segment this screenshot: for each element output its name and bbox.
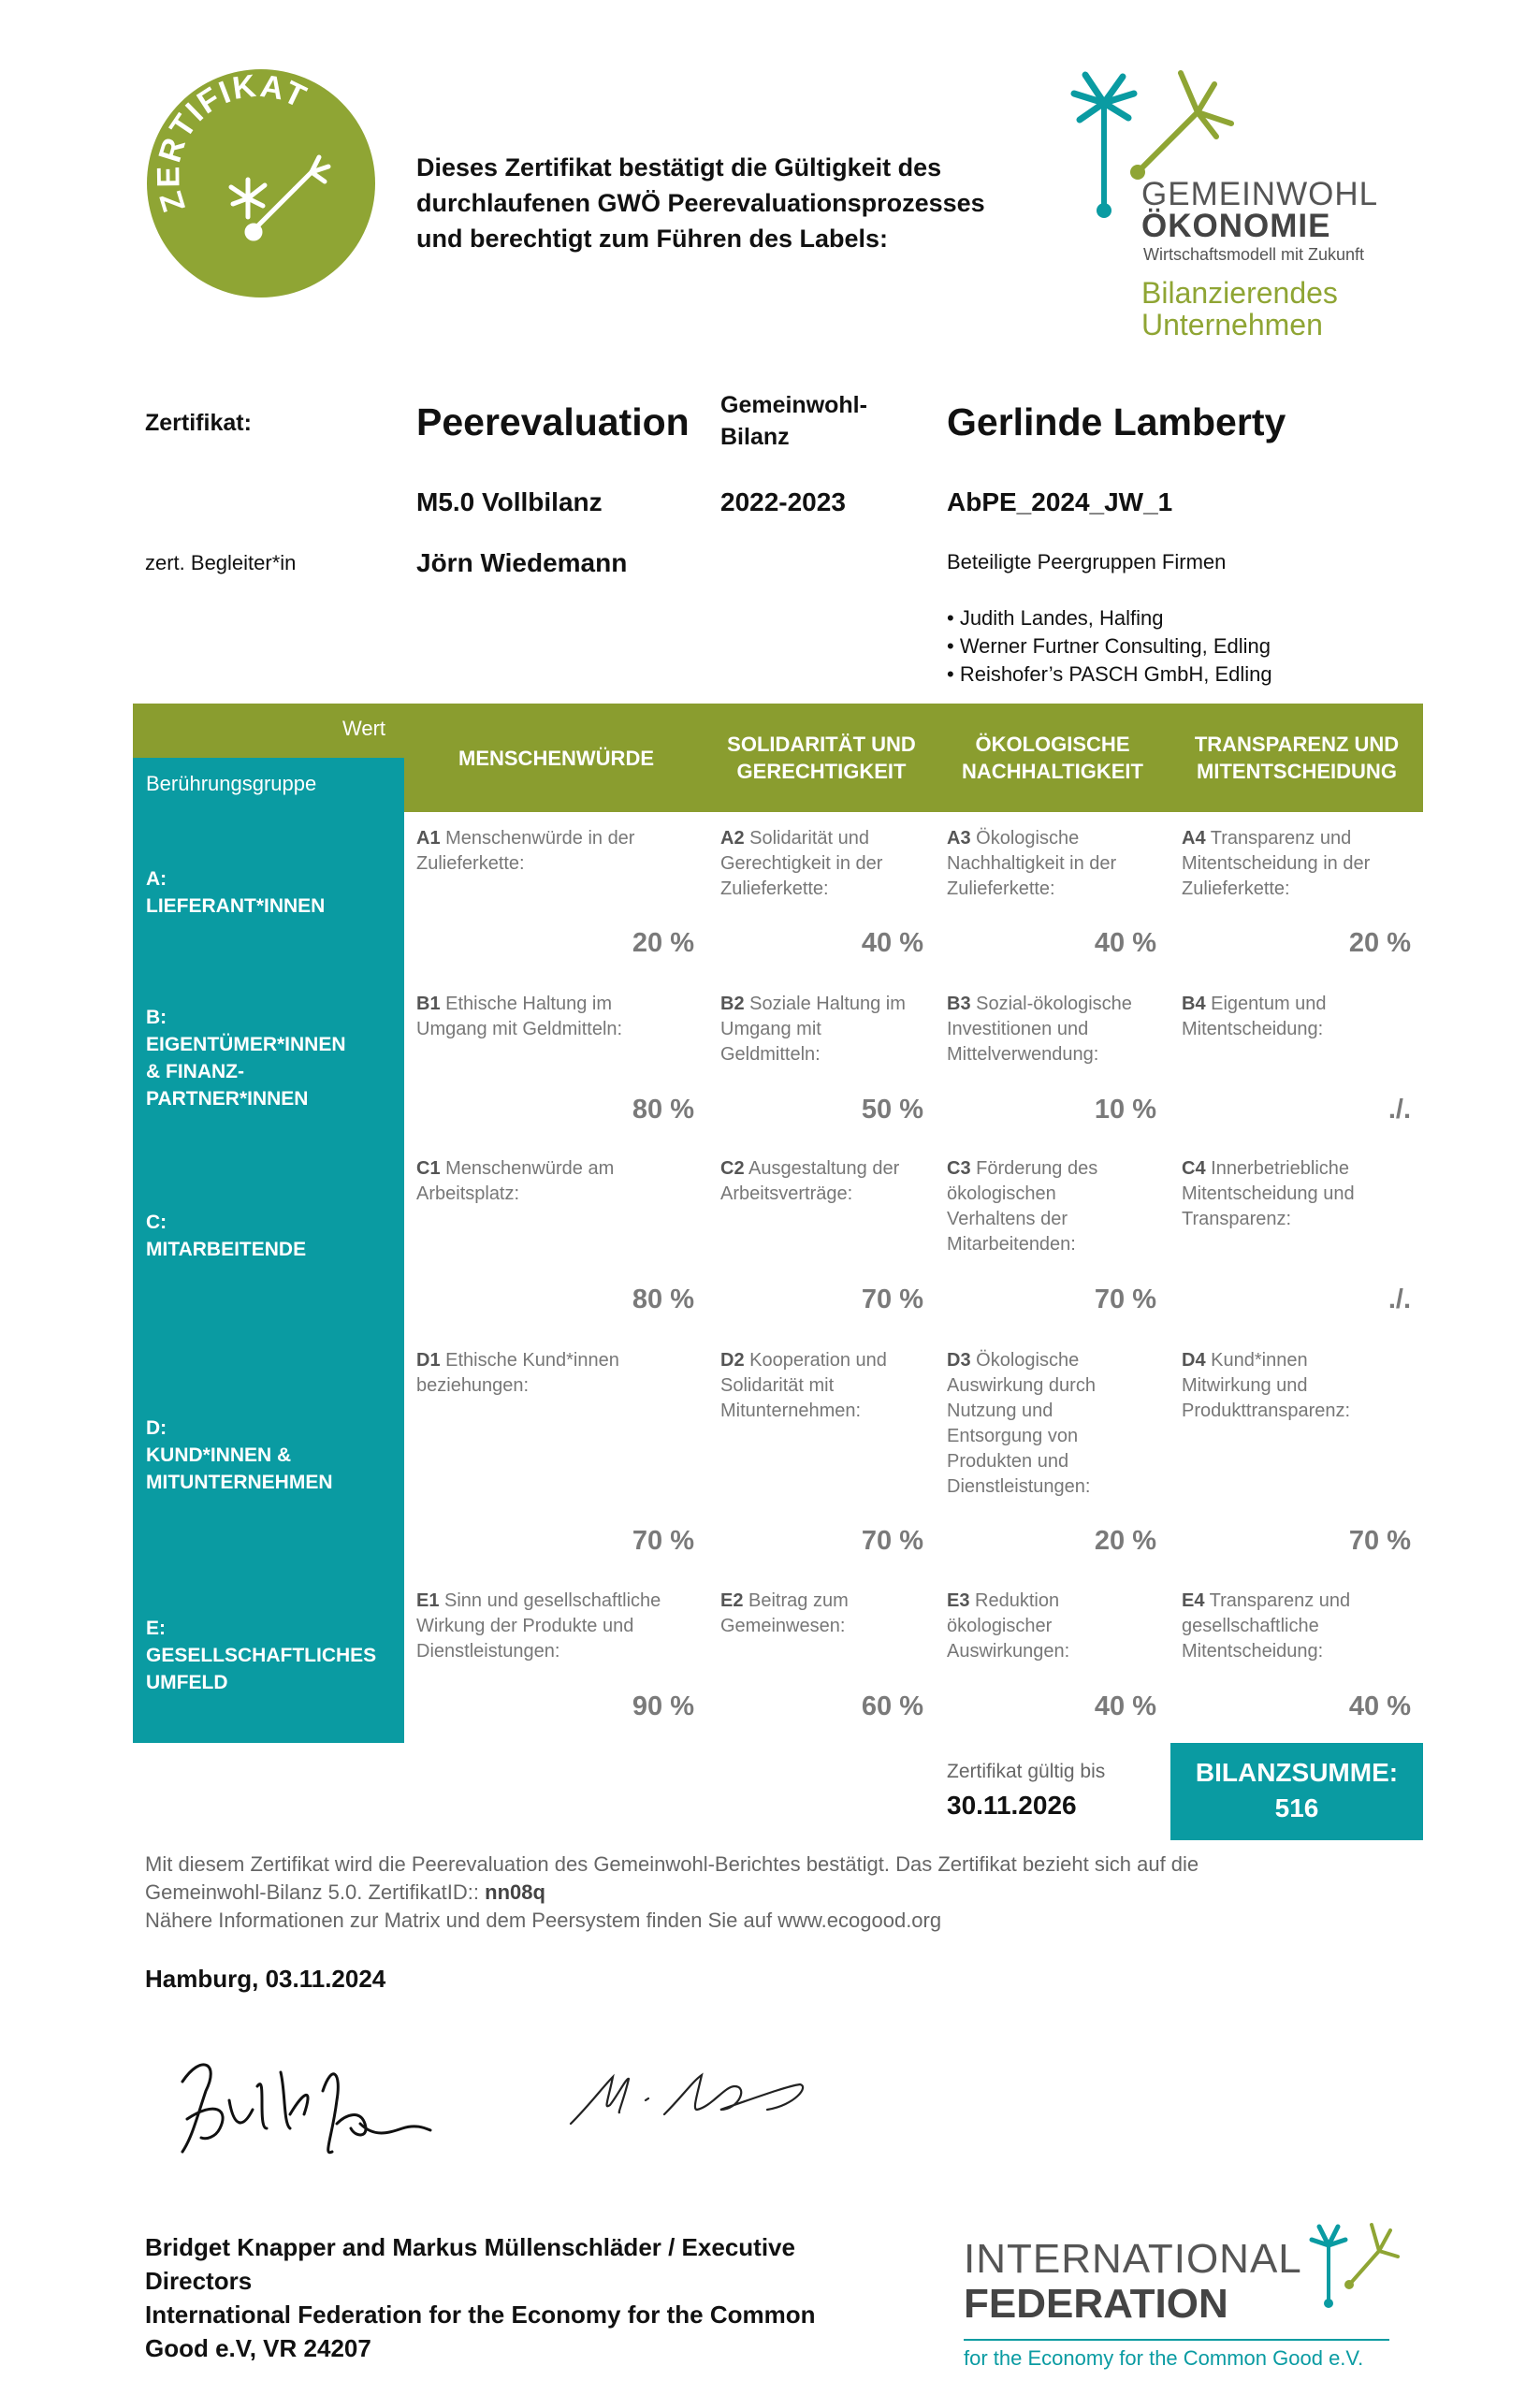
row-label-line: C: — [146, 1212, 167, 1233]
cell-code: B2 — [720, 994, 745, 1014]
federation-line-1: INTERNATIONAL — [964, 2236, 1302, 2282]
row-label-line: B: — [146, 1007, 167, 1028]
logo-line-1: GEMEINWOHL — [1141, 176, 1379, 212]
row-label-line: PARTNER*INNEN — [146, 1088, 309, 1110]
matrix-value-c1: 80 % — [632, 1285, 694, 1314]
cell-text-line: D2 Kooperation und — [720, 1350, 887, 1371]
cell-text-line: A4 Transparenz und — [1182, 828, 1352, 849]
signature-image-right — [561, 2058, 823, 2133]
matrix-cell-d1 — [416, 1348, 619, 1399]
matrix-value-d3: 20 % — [1094, 1526, 1156, 1556]
cell-code: A3 — [947, 828, 971, 849]
column-header-line: GERECHTIGKEIT — [736, 760, 907, 783]
matrix-cell-b1 — [416, 992, 622, 1042]
signatory-line: Directors — [145, 2267, 253, 2295]
cell-text-line: Nutzung und — [947, 1401, 1053, 1421]
cell-text-line: gesellschaftliche — [1182, 1616, 1319, 1636]
group-label: Berührungsgruppe — [146, 772, 317, 795]
note-line-2-text: Gemeinwohl-Bilanz 5.0. ZertifikatID:: — [145, 1880, 486, 1904]
row-label-c — [146, 1209, 306, 1263]
matrix-value-b2: 50 % — [861, 1095, 923, 1125]
intro-line-2: durchlaufenen GWÖ Peerevaluationsprozesses — [416, 189, 985, 217]
cell-text-line: Zulieferkette: — [720, 878, 829, 899]
row-label-line: KUND*INNEN & — [146, 1444, 292, 1466]
matrix-cell-a2 — [720, 826, 882, 902]
matrix-cell-e1 — [416, 1589, 661, 1664]
matrix-value-b1: 80 % — [632, 1095, 694, 1125]
cell-text-line: Entsorgung von — [947, 1426, 1079, 1446]
cell-text-line: A2 Solidarität und — [720, 828, 869, 849]
signatory-line: International Federation for the Economy for the Common — [145, 2301, 816, 2329]
cell-code: C3 — [947, 1158, 971, 1179]
column-header-line: NACHHALTIGKEIT — [962, 760, 1143, 783]
matrix-value-a4: 20 % — [1348, 928, 1411, 958]
cell-code: E2 — [720, 1590, 744, 1611]
cell-text-line: A3 Ökologische — [947, 828, 1080, 849]
cell-text-line: Dienstleistungen: — [416, 1641, 560, 1662]
federation-line-3: for the Economy for the Common Good e.V. — [964, 2346, 1364, 2370]
certificate-type: Peerevaluation — [416, 400, 690, 443]
cell-text-line: Umgang mit — [720, 1019, 821, 1039]
cell-text-line: Mittelverwendung: — [947, 1044, 1099, 1065]
column-header-line: ÖKOLOGISCHE — [975, 733, 1130, 756]
gwoe-logo — [1067, 65, 1422, 346]
cell-text-line: B1 Ethische Haltung im — [416, 994, 612, 1014]
row-label-line: MITARBEITENDE — [146, 1239, 307, 1260]
matrix-cell-c2 — [720, 1156, 899, 1207]
cell-code: D3 — [947, 1350, 971, 1371]
note-line-2 — [145, 1879, 1399, 1907]
validity-label: Zertifikat gültig bis — [947, 1761, 1106, 1782]
row-label-a — [146, 865, 325, 920]
signatory-line: Good e.V, VR 24207 — [145, 2334, 371, 2362]
cell-code: D2 — [720, 1350, 745, 1371]
intro-text — [416, 150, 1053, 256]
cell-text-line: D3 Ökologische — [947, 1350, 1080, 1371]
cell-text-line: Mitarbeitenden: — [947, 1234, 1076, 1255]
federation-logo — [964, 2217, 1431, 2381]
cell-code: B4 — [1182, 994, 1206, 1014]
begleiter-label: zert. Begleiter*in — [145, 551, 297, 574]
cell-text-line: B4 Eigentum und — [1182, 994, 1327, 1014]
cell-text-line: D1 Ethische Kund*innen — [416, 1350, 619, 1371]
matrix-cell-e2 — [720, 1589, 849, 1639]
cell-code: C4 — [1182, 1158, 1206, 1179]
signatories — [145, 2230, 912, 2365]
row-label-line: EIGENTÜMER*INNEN — [146, 1034, 346, 1055]
matrix-value-a1: 20 % — [632, 928, 694, 958]
cell-text-line: Gerechtigkeit in der — [720, 853, 883, 874]
dandelion-icon — [1308, 2217, 1402, 2311]
federation-line-2: FEDERATION — [964, 2281, 1228, 2327]
matrix-value-c2: 70 % — [861, 1285, 923, 1314]
logo-line-2: ÖKONOMIE — [1141, 208, 1331, 244]
matrix-value-e3: 40 % — [1094, 1691, 1156, 1721]
place-date: Hamburg, 03.11.2024 — [145, 1965, 386, 1993]
matrix-value-c4: ./. — [1387, 1285, 1411, 1314]
signatory-line: Bridget Knapper and Markus Müllenschläder / Executive — [145, 2233, 795, 2261]
cell-text-line: C2 Ausgestaltung der — [720, 1158, 900, 1179]
zertifikat-label: Zertifikat: — [145, 410, 252, 436]
total-box — [1170, 1743, 1423, 1840]
cell-text-line: Gemeinwesen: — [720, 1616, 846, 1636]
row-label-line: GESELLSCHAFTLICHES — [146, 1645, 377, 1666]
cell-text-line: Umgang mit Geldmitteln: — [416, 1019, 623, 1039]
cell-text-line: Produkttransparenz: — [1182, 1401, 1351, 1421]
cell-code: E4 — [1182, 1590, 1205, 1611]
matrix-value-d4: 70 % — [1348, 1526, 1411, 1556]
row-label-column — [133, 812, 404, 1743]
cell-text-line: E2 Beitrag zum — [720, 1590, 849, 1611]
cell-text-line: E4 Transparenz und — [1182, 1590, 1351, 1611]
certificate-note — [145, 1851, 1399, 1935]
cell-text-line: Produkten und — [947, 1451, 1069, 1472]
cell-text-line: Mitentscheidung und — [1182, 1183, 1355, 1204]
cell-text-line: Wirkung der Produkte und — [416, 1616, 634, 1636]
column-header-line: TRANSPARENZ UND — [1194, 733, 1400, 756]
company-name: Gerlinde Lamberty — [947, 400, 1286, 443]
zertifikat-badge — [145, 67, 377, 299]
cell-code: A4 — [1182, 828, 1206, 849]
matrix-value-c3: 70 % — [1094, 1285, 1156, 1314]
cell-code: B1 — [416, 994, 441, 1014]
version: M5.0 Vollbilanz — [416, 487, 603, 516]
cell-code: A1 — [416, 828, 441, 849]
cell-text-line: Solidarität mit — [720, 1375, 835, 1396]
cell-text-line: Mitunternehmen: — [720, 1401, 862, 1421]
matrix-cell-c3 — [947, 1156, 1097, 1257]
column-header — [404, 704, 708, 812]
matrix-cell-e4 — [1182, 1589, 1350, 1664]
cell-code: C2 — [720, 1158, 745, 1179]
row-label-e — [146, 1615, 376, 1696]
matrix-value-e2: 60 % — [861, 1691, 923, 1721]
cell-text-line: Geldmitteln: — [720, 1044, 821, 1065]
total-label: BILANZSUMME: — [1195, 1758, 1399, 1787]
matrix-value-b4: ./. — [1387, 1095, 1411, 1125]
cell-text-line: Auswirkungen: — [947, 1641, 1070, 1662]
begleiter-name: Jörn Wiedemann — [416, 548, 628, 577]
row-label-line: & FINANZ- — [146, 1061, 244, 1082]
validity-date: 30.11.2026 — [947, 1791, 1077, 1820]
intro-line-3: und berechtigt zum Führen des Labels: — [416, 225, 889, 253]
column-header-line: SOLIDARITÄT UND — [727, 733, 916, 756]
cell-text-line: C4 Innerbetriebliche — [1182, 1158, 1350, 1179]
matrix-value-e4: 40 % — [1348, 1691, 1411, 1721]
total-value: 516 — [1274, 1793, 1319, 1822]
cell-code: D1 — [416, 1350, 441, 1371]
cell-text-line: E1 Sinn und gesellschaftliche — [416, 1590, 661, 1611]
matrix-cell-a3 — [947, 826, 1116, 902]
cell-text-line: E3 Reduktion — [947, 1590, 1060, 1611]
cell-text-line: D4 Kund*innen — [1182, 1350, 1308, 1371]
cell-code: B3 — [947, 994, 971, 1014]
cell-text-line: ökologischen — [947, 1183, 1056, 1204]
column-header-line: MITENTSCHEIDUNG — [1197, 760, 1397, 783]
intro-line-1: Dieses Zertifikat bestätigt die Gültigkeit des — [416, 153, 942, 181]
certificate-short-id: nn08q — [485, 1880, 545, 1904]
matrix-value-d1: 70 % — [632, 1526, 694, 1556]
row-label-d — [146, 1415, 333, 1496]
column-header-line: MENSCHENWÜRDE — [458, 746, 654, 770]
cell-text-line: Arbeitsverträge: — [720, 1183, 853, 1204]
matrix-cell-e3 — [947, 1589, 1069, 1664]
federation-divider — [964, 2339, 1389, 2341]
cell-code: D4 — [1182, 1350, 1206, 1371]
matrix-cell-d2 — [720, 1348, 887, 1424]
cell-code: E3 — [947, 1590, 970, 1611]
matrix-value-a3: 40 % — [1094, 928, 1156, 958]
bilanz-label — [720, 389, 908, 453]
row-label-line: LIEFERANT*INNEN — [146, 895, 326, 917]
cell-text-line: A1 Menschenwürde in der — [416, 828, 635, 849]
matrix-cell-b4 — [1182, 992, 1327, 1042]
peer-item: • Werner Furtner Consulting, Edling — [947, 634, 1271, 658]
cell-text-line: Arbeitsplatz: — [416, 1183, 520, 1204]
peer-label: Beteiligte Peergruppen Firmen — [947, 550, 1227, 573]
row-label-b — [146, 1004, 346, 1112]
cell-code: A2 — [720, 828, 745, 849]
matrix-value-e1: 90 % — [632, 1691, 694, 1721]
cell-text-line: Zulieferkette: — [1182, 878, 1290, 899]
matrix-cell-a1 — [416, 826, 634, 877]
matrix-cell-c1 — [416, 1156, 614, 1207]
cell-text-line: C1 Menschenwürde am — [416, 1158, 615, 1179]
cell-text-line: Verhaltens der — [947, 1209, 1068, 1229]
cell-text-line: Investitionen und — [947, 1019, 1089, 1039]
note-line-1: Mit diesem Zertifikat wird die Peerevaluation des Gemeinwohl-Berichtes bestätigt. Das Zertifikat bezieht sich auf die — [145, 1852, 1199, 1876]
cell-text-line: Zulieferkette: — [416, 853, 525, 874]
matrix-cell-a4 — [1182, 826, 1370, 902]
matrix-cell-d3 — [947, 1348, 1096, 1500]
logo-line-5: Unternehmen — [1141, 308, 1323, 341]
bilanz-label-text: Gemeinwohl-Bilanz — [720, 392, 867, 450]
peer-list — [947, 604, 1272, 689]
cell-text-line: beziehungen: — [416, 1375, 530, 1396]
signature-image-left — [164, 2035, 444, 2166]
matrix-cell-d4 — [1182, 1348, 1350, 1424]
row-label-line: E: — [146, 1618, 166, 1639]
matrix-cell-b3 — [947, 992, 1132, 1067]
peer-item: • Judith Landes, Halfing — [947, 606, 1164, 630]
cell-text-line: Dienstleistungen: — [947, 1476, 1091, 1497]
cell-code: C1 — [416, 1158, 441, 1179]
cell-text-line: Mitentscheidung: — [1182, 1019, 1324, 1039]
wert-label: Wert — [342, 717, 386, 740]
note-line-3: Nähere Informationen zur Matrix und dem Peersystem finden Sie auf www.ecogood.org — [145, 1909, 942, 1932]
column-header — [935, 704, 1170, 812]
cell-code: E1 — [416, 1590, 440, 1611]
row-label-line: D: — [146, 1417, 167, 1439]
cell-text-line: ökologischer — [947, 1616, 1053, 1636]
column-header — [708, 704, 935, 812]
matrix-value-d2: 70 % — [861, 1526, 923, 1556]
period: 2022-2023 — [720, 487, 846, 516]
cell-text-line: Mitentscheidung: — [1182, 1641, 1324, 1662]
matrix-cell-c4 — [1182, 1156, 1355, 1232]
cell-text-line: Auswirkung durch — [947, 1375, 1096, 1396]
cell-text-line: B2 Soziale Haltung im — [720, 994, 906, 1014]
logo-line-4: Bilanzierendes — [1141, 276, 1338, 310]
cell-text-line: Nachhaltigkeit in der — [947, 853, 1117, 874]
matrix-cell-b2 — [720, 992, 906, 1067]
badge-text: ZERTIFIKAT — [151, 67, 313, 217]
column-header — [1170, 704, 1423, 812]
row-label-line: MITUNTERNEHMEN — [146, 1472, 333, 1493]
cell-text-line: C3 Förderung des — [947, 1158, 1098, 1179]
certificate-id: AbPE_2024_JW_1 — [947, 487, 1173, 516]
cell-text-line: B3 Sozial-ökologische — [947, 994, 1132, 1014]
peer-item: • Reishofer’s PASCH GmbH, Edling — [947, 662, 1272, 686]
logo-line-3: Wirtschaftsmodell mit Zukunft — [1143, 245, 1365, 264]
row-label-line: UMFELD — [146, 1672, 228, 1693]
cell-text-line: Mitentscheidung in der — [1182, 853, 1371, 874]
matrix-value-b3: 10 % — [1094, 1095, 1156, 1125]
cell-text-line: Transparenz: — [1182, 1209, 1292, 1229]
cell-text-line: Mitwirkung und — [1182, 1375, 1308, 1396]
cell-text-line: Zulieferkette: — [947, 878, 1055, 899]
row-label-line: A: — [146, 868, 167, 890]
matrix-value-a2: 40 % — [861, 928, 923, 958]
